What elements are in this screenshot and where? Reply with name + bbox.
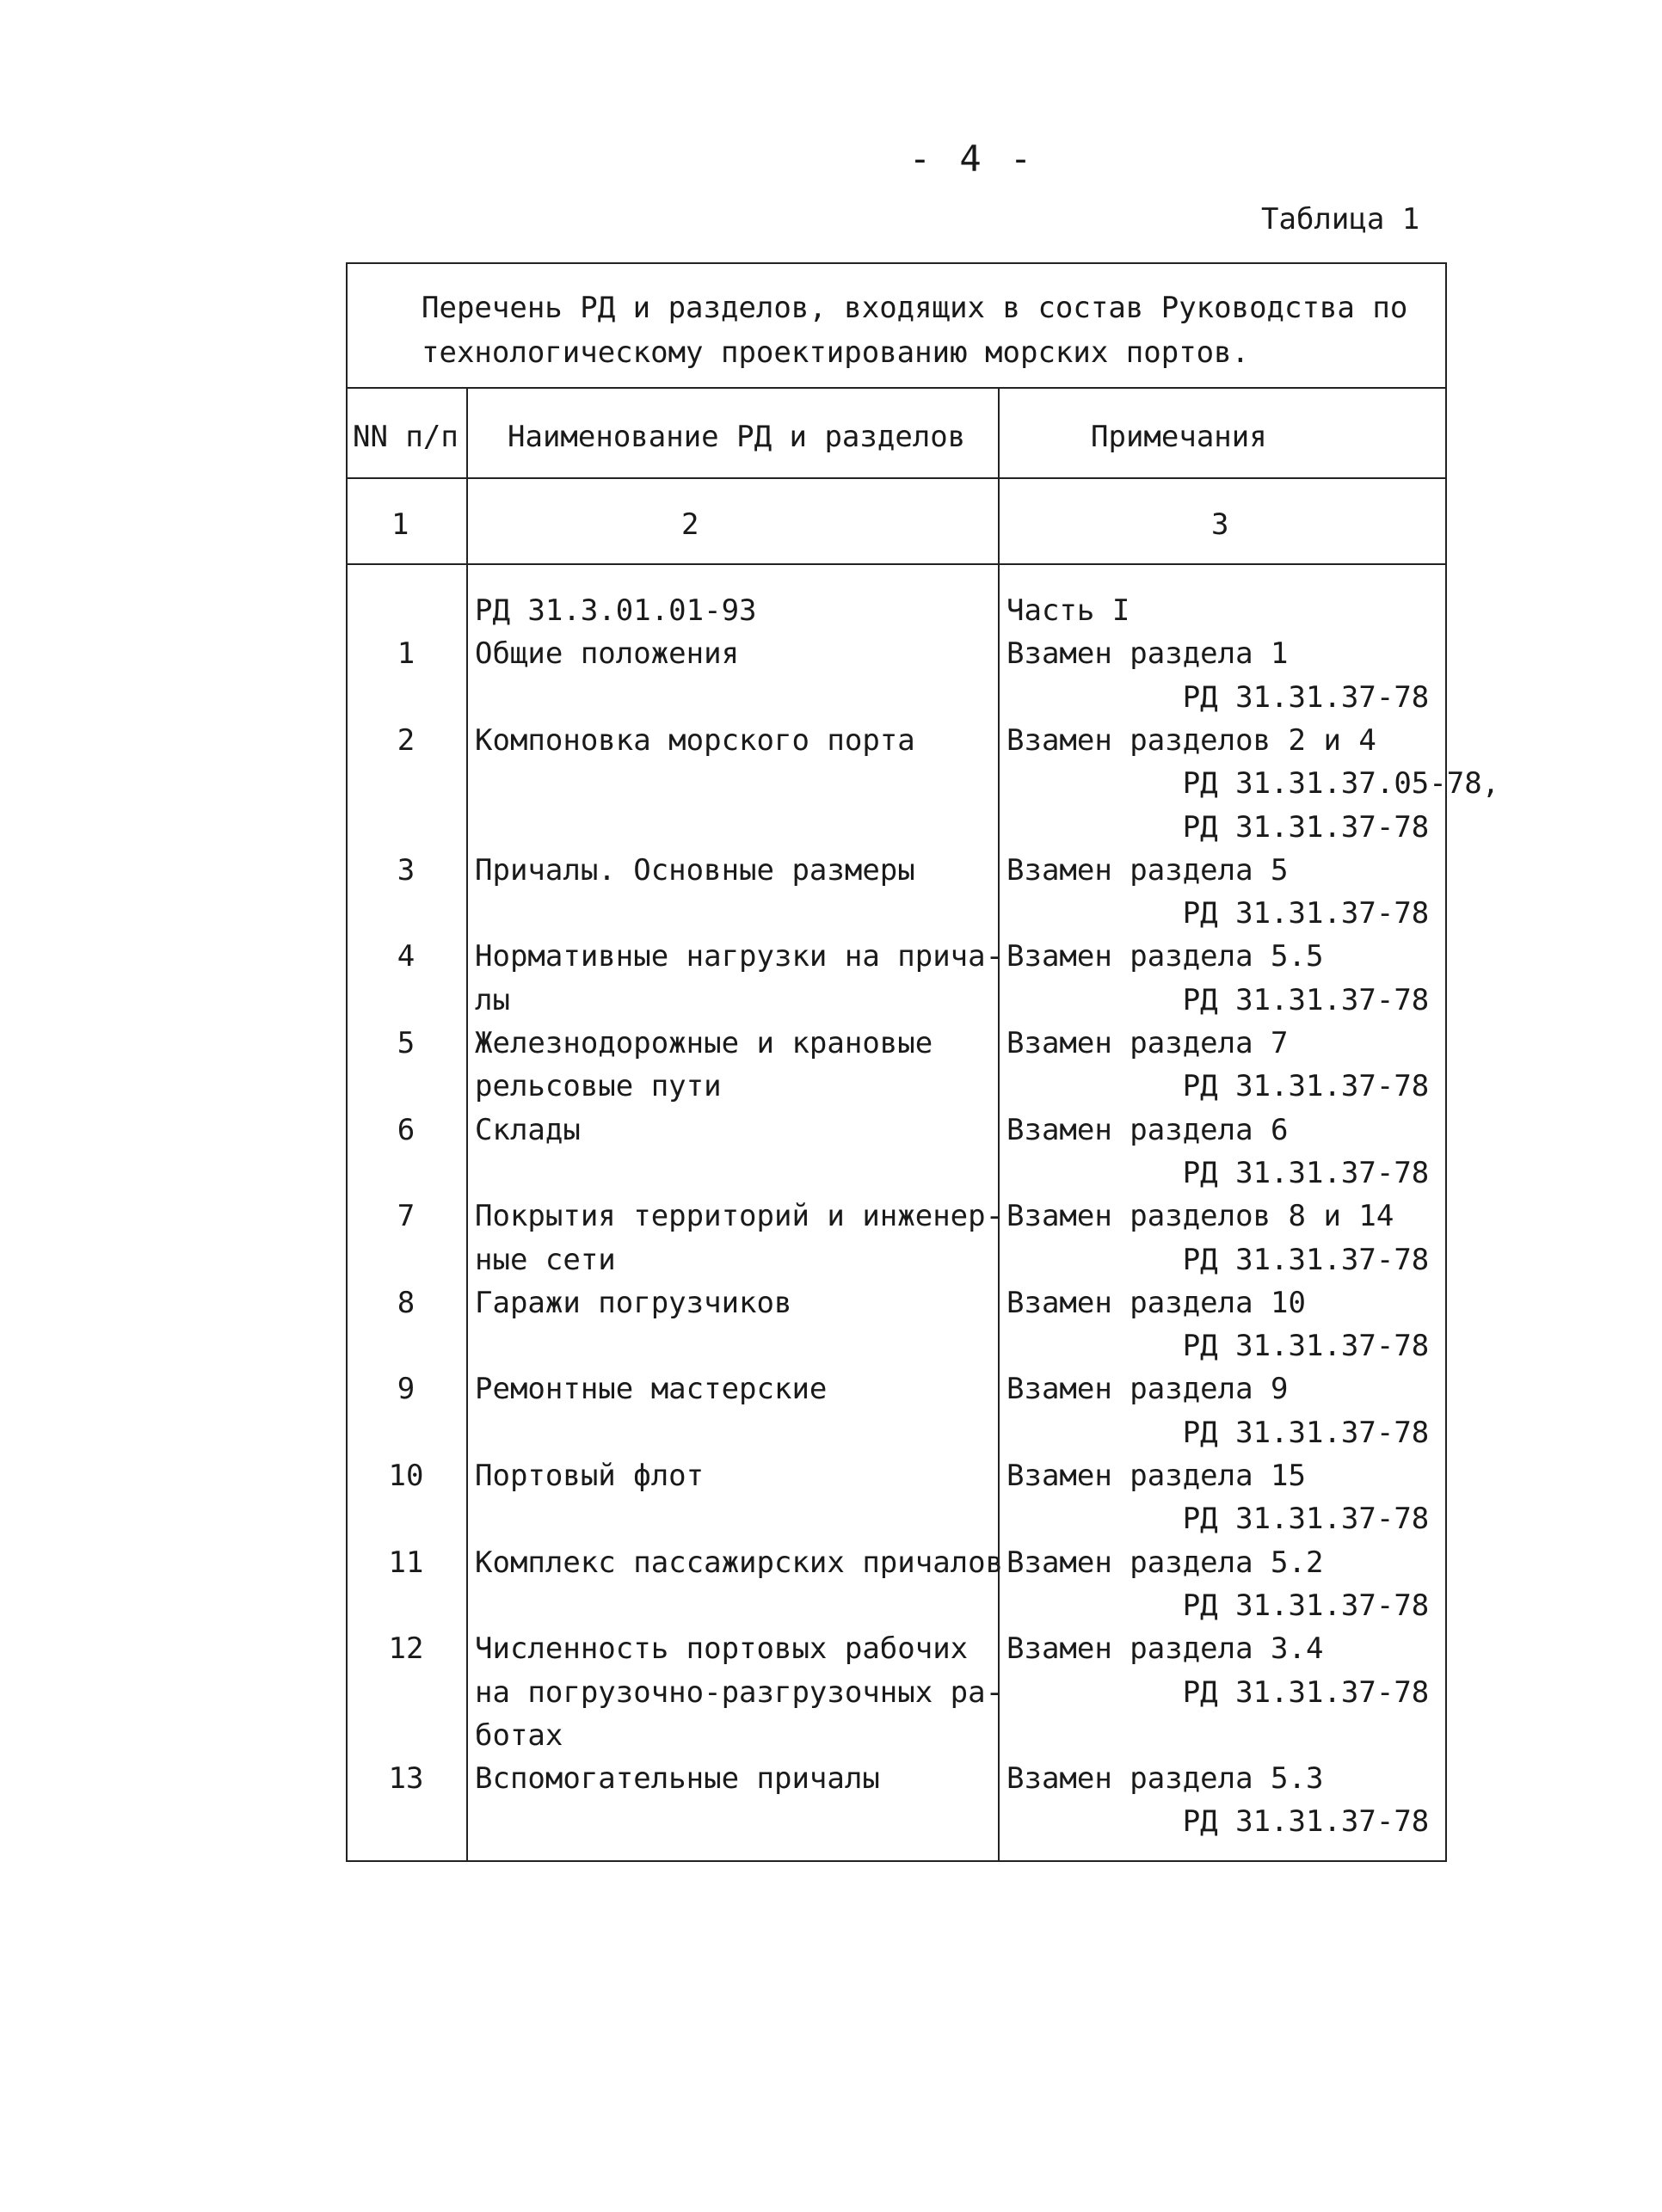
row-note: Взамен разделов 8 и 14 [1006, 1199, 1394, 1234]
row-name: на погрузочно-разгрузочных ра- [475, 1674, 1004, 1710]
row-note: Взамен раздела 5.5 [1006, 939, 1324, 974]
row-number: 6 [397, 1112, 416, 1147]
row-name: Портовый флот [475, 1459, 705, 1493]
row-note: РД 31.31.37-78 [1006, 1674, 1430, 1710]
table-row [346, 766, 1500, 809]
row-number: 9 [397, 1372, 416, 1407]
table-row [346, 1416, 1447, 1459]
row-note: Часть I [1006, 593, 1130, 628]
row-note: РД 31.31.37-78 [1006, 1242, 1430, 1277]
row-note: РД 31.31.37-78 [1006, 1329, 1430, 1364]
row-name: рельсовые пути [475, 1069, 722, 1104]
row-name: Гаражи погрузчиков [475, 1285, 792, 1320]
row-number: 3 [397, 852, 416, 888]
row-note: Взамен раздела 15 [1006, 1459, 1306, 1493]
table-row [346, 1502, 1447, 1545]
row-number: 7 [397, 1199, 416, 1234]
row-note: Взамен раздела 5 [1006, 852, 1289, 888]
row-name: Склады [475, 1112, 581, 1147]
table-row [346, 1545, 1447, 1588]
row-number: 2 [397, 722, 416, 758]
table-row [346, 1761, 1447, 1804]
row-name: ботах [475, 1717, 563, 1753]
row-number: 10 [388, 1459, 424, 1493]
row-note: РД 31.31.37-78 [1006, 896, 1430, 931]
column-number-3: 3 [1211, 507, 1229, 542]
page-number: - 4 - [908, 138, 1036, 180]
table-row [346, 1675, 1447, 1718]
row-note: РД 31.31.37-78 [1006, 1155, 1430, 1190]
table-row [346, 810, 1447, 853]
row-name: Нормативные нагрузки на прича- [475, 939, 1004, 974]
row-name: Покрытия территорий и инженер- [475, 1199, 1004, 1234]
table-row [346, 1631, 1447, 1674]
table-row [346, 723, 1447, 766]
table-row [346, 939, 1447, 982]
table-row [346, 1199, 1447, 1242]
row-note: РД 31.31.37-78 [1006, 1415, 1430, 1450]
row-note: Взамен раздела 9 [1006, 1372, 1289, 1407]
row-name: Вспомогательные причалы [475, 1761, 880, 1797]
caption-line-1: Перечень РД и разделов, входящих в состав Руководства по [422, 291, 1408, 325]
row-note: РД 31.31.37.05-78, [1006, 766, 1500, 802]
table-row [346, 896, 1447, 939]
row-note: РД 31.31.37-78 [1006, 1069, 1430, 1104]
row-number: 8 [397, 1285, 416, 1320]
table-row [346, 1329, 1447, 1372]
header-divider [346, 477, 1447, 479]
header-num: NN п/п [353, 420, 459, 454]
table-row [346, 1113, 1447, 1156]
table-label: Таблица 1 [1261, 202, 1420, 237]
row-number: 1 [397, 636, 416, 672]
table-row [346, 1243, 1447, 1286]
table-row [346, 636, 1447, 679]
column-number-2: 2 [681, 507, 699, 542]
row-note: РД 31.31.37-78 [1006, 679, 1430, 715]
row-name: лы [475, 982, 510, 1017]
row-note: Взамен раздела 7 [1006, 1026, 1289, 1060]
row-name: Общие положения [475, 636, 740, 672]
table-row [346, 680, 1447, 723]
row-number: 11 [388, 1545, 424, 1580]
header-notes: Примечания [1091, 420, 1267, 454]
row-name: Железнодорожные и крановые [475, 1026, 933, 1060]
row-note: Взамен раздела 10 [1006, 1285, 1306, 1320]
caption-divider [346, 387, 1447, 389]
column-number-divider [346, 563, 1447, 565]
table-row [346, 1588, 1447, 1631]
table-row [346, 853, 1447, 896]
row-number: 5 [397, 1026, 416, 1060]
row-name: Ремонтные мастерские [475, 1372, 828, 1407]
table-caption [422, 286, 1419, 375]
table-row [346, 1069, 1447, 1112]
table-row [346, 1372, 1447, 1415]
header-name: Наименование РД и разделов [508, 420, 966, 454]
row-number: 12 [388, 1631, 424, 1667]
table-row [346, 1804, 1447, 1847]
row-note: Взамен раздела 3.4 [1006, 1631, 1324, 1667]
caption-line-2: технологическому проектированию морских портов. [422, 335, 1250, 370]
row-name: Причалы. Основные размеры [475, 852, 915, 888]
row-note: РД 31.31.37-78 [1006, 1588, 1430, 1623]
row-name: ные сети [475, 1242, 616, 1277]
row-name: Численность портовых рабочих [475, 1631, 969, 1667]
row-note: Взамен раздела 6 [1006, 1112, 1289, 1147]
table-row [346, 983, 1447, 1026]
table-row [346, 1459, 1447, 1502]
row-note: РД 31.31.37-78 [1006, 809, 1430, 845]
row-note: Взамен разделов 2 и 4 [1006, 722, 1376, 758]
row-note: Взамен раздела 5.2 [1006, 1545, 1324, 1580]
table-row [346, 1156, 1447, 1199]
row-name: РД 31.3.01.01-93 [475, 593, 757, 628]
row-note: РД 31.31.37-78 [1006, 1502, 1430, 1537]
table-row [346, 593, 1447, 636]
table-row [346, 1718, 1447, 1761]
row-number: 13 [388, 1761, 424, 1797]
row-number: 4 [397, 939, 416, 974]
column-number-1: 1 [391, 507, 409, 542]
table-row [346, 1286, 1447, 1329]
row-note: РД 31.31.37-78 [1006, 982, 1430, 1017]
row-note: Взамен раздела 1 [1006, 636, 1289, 672]
table-row [346, 1026, 1447, 1069]
row-name: Комплекс пассажирских причалов [475, 1545, 1004, 1580]
row-note: РД 31.31.37-78 [1006, 1804, 1430, 1840]
row-note: Взамен раздела 5.3 [1006, 1761, 1324, 1797]
row-name: Компоновка морского порта [475, 722, 915, 758]
